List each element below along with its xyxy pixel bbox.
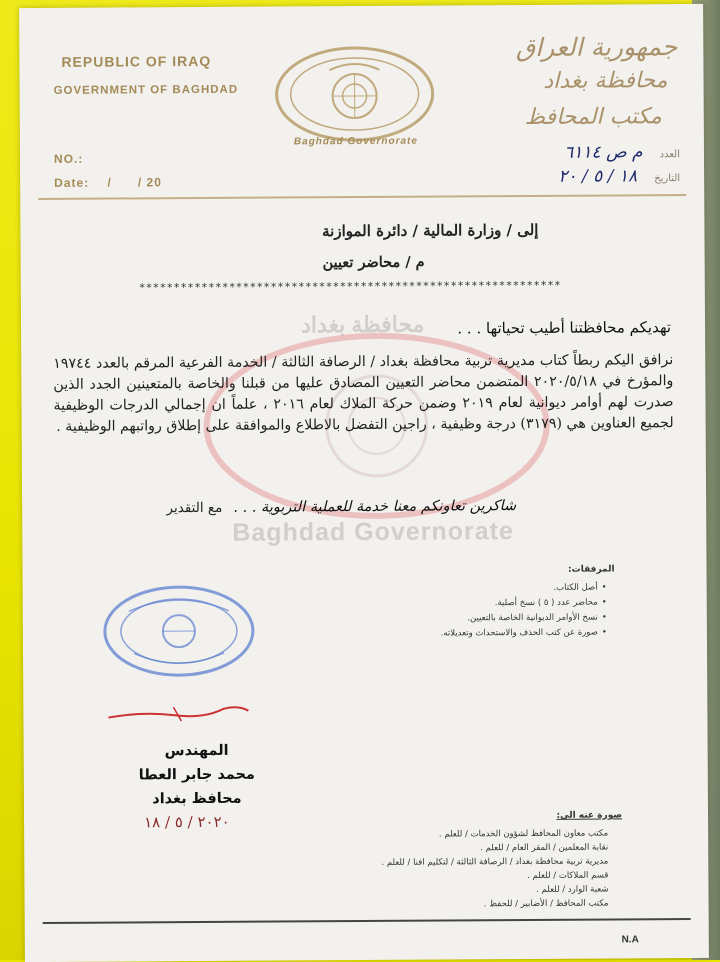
signature-block xyxy=(132,739,262,812)
header-date-label: Date: xyxy=(54,176,89,190)
stars-divider: ************************************************************* xyxy=(139,279,561,295)
closing-row xyxy=(166,495,516,516)
copy-item: مكتب معاون المحافظ لشؤون الخدمات / للعلم . xyxy=(278,827,608,843)
emblem-caption: Baghdad Governorate xyxy=(286,136,426,148)
letter-subject: م / محاضر تعيين xyxy=(322,254,424,272)
header-ar-date-value: ١٨ / ٥ / ٢٠ xyxy=(558,166,637,186)
signature-title: المهندس xyxy=(132,739,262,764)
copy-item: قسم الملاكات / للعلم . xyxy=(278,869,608,885)
header-date-value: / / 20 xyxy=(107,175,161,189)
header-en-line1: REPUBLIC OF IRAQ xyxy=(61,53,211,70)
letter-page xyxy=(19,4,709,962)
header-no-label: NO.: xyxy=(54,152,83,166)
letter-body: نرافق اليكم ربطاً كتاب مديرية تربية محافظة بغداد / الرصافة الثالثة / الخدمة الفرعية المرقم بالعدد ١٩٧٤٤ والمؤرخ في ٢٠٢٠/٥/١٨ المتضمن محاضر التعيين المصادق عليها من قبلنا والخاصة بالمتعينين الجدد الذين صدرت لهم أوامر ديوانية لعام ٢٠١٩ وضمن حركة الملاك لعام ٢٠١٦ ، علماً ان إجمالي الدرجات الوظيفية لجميع العناوين هي (٣١٧٩) درجة وظيفية ، راجين التفضل بالاطلاع والموافقة على إطلاق رواتبهم الوظيفية . xyxy=(53,350,674,438)
attachments-title: المرفقات: xyxy=(568,564,615,574)
watermark-ar-text: محافظة بغداد xyxy=(301,312,425,339)
stamp-icon xyxy=(99,581,260,682)
handwritten-signature xyxy=(103,697,263,728)
header-ar-line3: مكتب المحافظ xyxy=(525,104,662,130)
copies-title: صورة عنه الى: xyxy=(556,810,622,820)
closing-typed: مع التقدير xyxy=(166,500,222,516)
header-en-line2: GOVERNMENT OF BAGHDAD xyxy=(54,84,239,97)
copy-item: مكتب المحافظ / الأضابير / للحفظ . xyxy=(279,897,609,913)
header-ar-no-row xyxy=(480,142,680,163)
signature-date: ٢٠٢٠ / ٥ / ١٨ xyxy=(144,813,230,832)
office-stamp xyxy=(99,581,260,682)
header-ar-line1: جمهورية العراق xyxy=(516,32,678,62)
header-ar-no-value: م ص ٦١١٤ xyxy=(564,142,643,162)
signature-stroke-icon xyxy=(103,697,263,728)
attachment-item: • أصل الكتاب. xyxy=(307,583,607,595)
copy-item: مديرية تربية محافظة بغداد / الرصافة الثالثة / لتكليم افنا / للعلم . xyxy=(278,855,608,871)
copy-item: نقابة المعلمين / المقر العام / للعلم . xyxy=(278,841,608,857)
attachment-item: • نسخ الأوامر الديوانية الخاصة بالتعيين. xyxy=(307,613,607,625)
header-date-row xyxy=(54,175,162,190)
signature-position: محافظ بغداد xyxy=(132,787,262,812)
header-ar-line2: محافظة بغداد xyxy=(543,68,667,94)
copies-list xyxy=(278,827,609,913)
attachment-item: • صورة عن كتب الحذف والاستحداث وتعديلاته. xyxy=(307,628,607,640)
governorate-emblem xyxy=(269,36,440,157)
header-ar-date-row xyxy=(480,166,680,187)
attachment-item: • محاضر عدد ( ٥ ) نسخ أصلية. xyxy=(307,598,607,610)
footer-divider xyxy=(43,918,691,923)
header-ar-no-label: العدد xyxy=(660,149,680,160)
header-ar-date-label: التاريخ xyxy=(654,173,680,184)
letter-recipient: إلى / وزارة المالية / دائرة الموازنة xyxy=(322,221,538,240)
watermark-en-text: Baghdad Governorate xyxy=(232,517,514,548)
closing-handwritten: شاكرين تعاونكم معنا خدمة للعملية التربوية . . . xyxy=(233,498,516,516)
footer-initials: N.A xyxy=(622,934,639,945)
letter-greeting: تهديكم محافظتنا أطيب تحياتها . . . xyxy=(457,318,671,337)
attachments-list xyxy=(307,583,607,645)
copy-item: شعبة الوارد / للعلم . xyxy=(278,883,608,899)
header-divider xyxy=(38,194,686,200)
signature-name: محمد جابر العطا xyxy=(132,763,262,788)
